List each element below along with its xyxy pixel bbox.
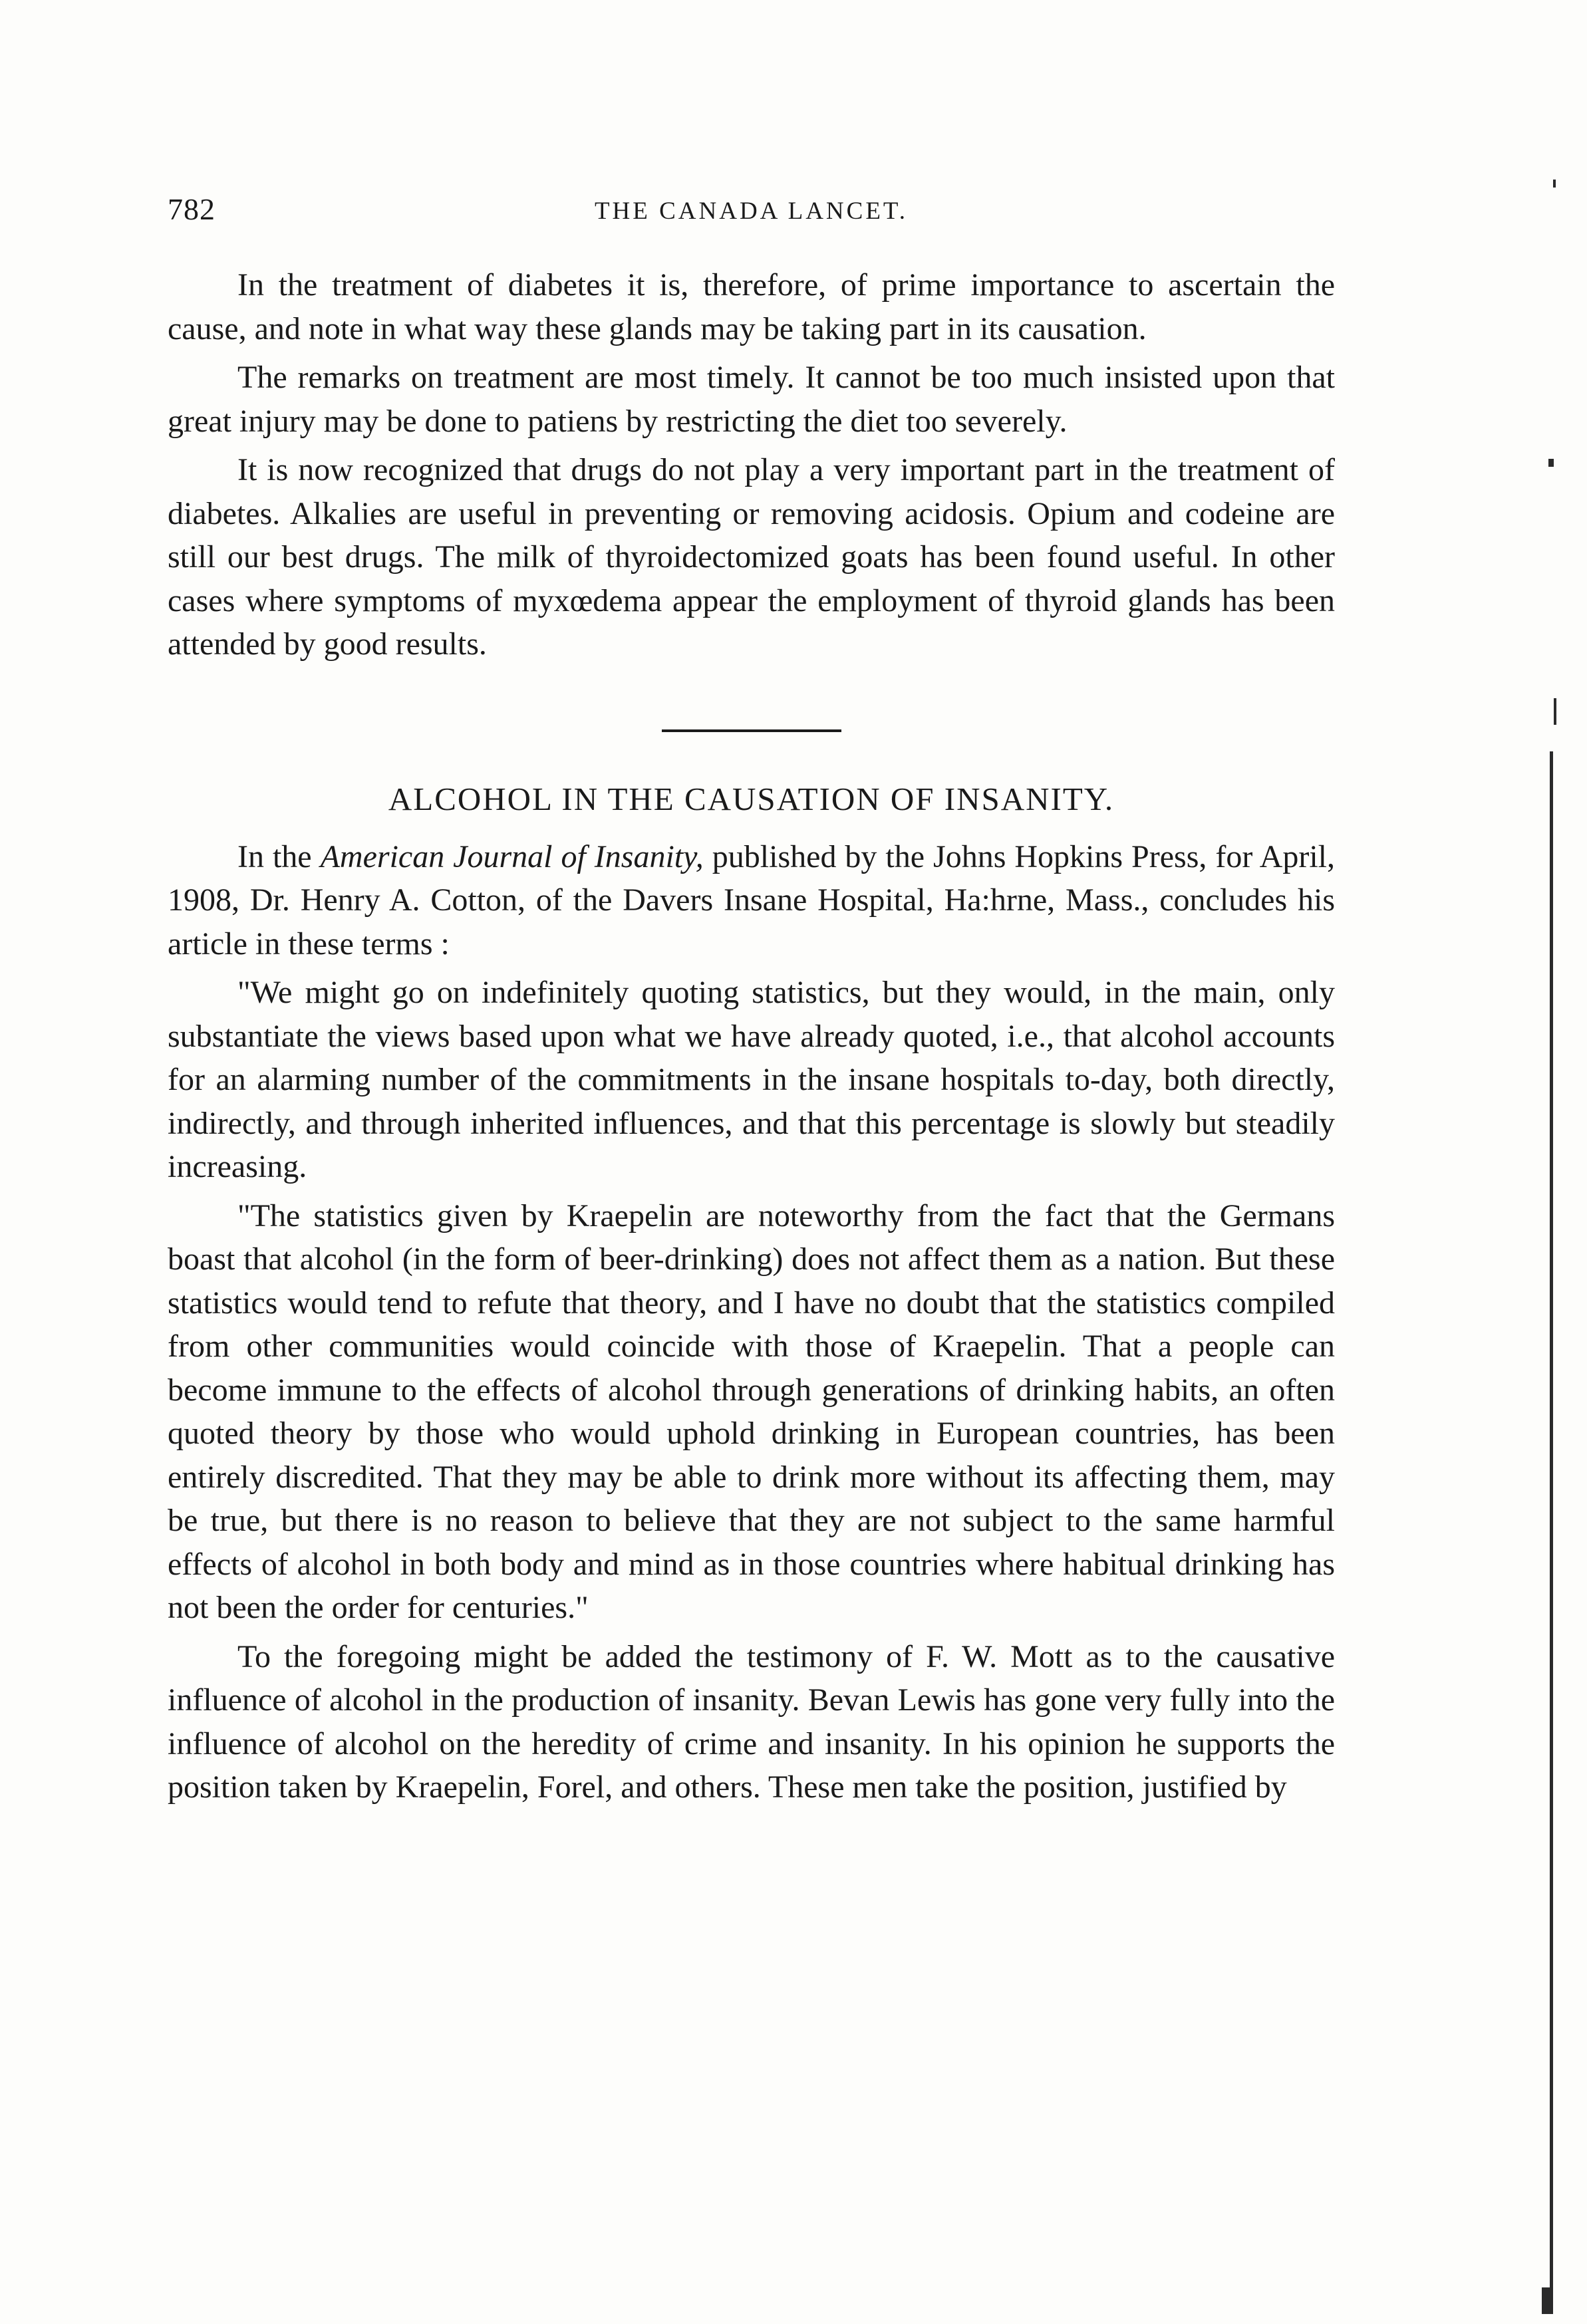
- intro-paragraph: [168, 835, 1335, 966]
- scan-edge-mark: [1548, 459, 1554, 467]
- running-head: [168, 192, 1335, 238]
- page-body: [168, 192, 1335, 1815]
- diabetes-section: [168, 263, 1335, 666]
- section-heading: ALCOHOL IN THE CAUSATION OF INSANITY.: [388, 780, 1115, 817]
- scan-edge-line: [1550, 751, 1553, 2314]
- paragraph: The remarks on treatment are most timely. It cannot be too much insisted upon that great injury may be done to patiens by restricting the diet too severely.: [168, 360, 1335, 439]
- scan-edge-mark: [1553, 180, 1556, 188]
- journal-title: THE CANADA LANCET.: [594, 197, 909, 225]
- journal-name: American Journal of Insanity,: [320, 839, 704, 874]
- intro-text-start: In the: [237, 839, 321, 874]
- paragraph: It is now recognized that drugs do not play a very important part in the treatment of diabetes. Alkalies are useful in preventing or removing acidosis. Opium and codeine are still our best drugs. The milk of thyroidectomized goats has been found useful. In other cases where symptoms of myxœdema appear the employment of thyroid glands has been attended by good results.: [168, 452, 1335, 662]
- paragraph: In the treatment of diabetes it is, therefore, of prime importance to ascertain the cause, and note in what way these glands may be taking part in its causation.: [168, 267, 1335, 346]
- page-number: 782: [168, 192, 216, 226]
- alcohol-section: [168, 780, 1335, 1809]
- scan-edge-mark: [1554, 698, 1556, 725]
- paragraph: "We might go on indefinitely quoting statistics, but they would, in the main, only substantiate the views based upon what we have already quoted, i.e., that alcohol accounts for an alarming number of the commitments in the insane hospitals to-day, both directly, indirectly, and through inherited influences, and that this percentage is slowly but steadily increasing.: [168, 975, 1335, 1184]
- paragraph: "The statistics given by Kraepelin are noteworthy from the fact that the Germans boast that alcohol (in the form of beer-drinking) does not affect them as a nation. But these statistics would tend to refute that theory, and I have no doubt that the statistics compiled from other communities would coincide with those of Kraepelin. That a people can become immune to the effects of alcohol through generations of drinking habits, an often quoted theory by those who would uphold drinking in European countries, has been entirely discredited. That they may be able to drink more without its affecting them, may be true, but there is no reason to believe that they are not subject to the same harmful effects of alcohol in both body and mind as in those countries where habitual drinking has not been the order for centuries.": [168, 1198, 1335, 1625]
- intro-text-end: published by the Johns Hopkins Press, for April, 1908, Dr. Henry A. Cotton, of the Davers Insane Hospital, Ha:hrne, Mass., concludes his article in these terms :: [168, 839, 1335, 962]
- section-divider: [662, 729, 841, 732]
- paragraph: To the foregoing might be added the testimony of F. W. Mott as to the causative influence of alcohol in the production of insanity. Bevan Lewis has gone very fully into the influence of alcohol on the heredity of crime and insanity. In his opinion he supports the position taken by Kraepelin, Forel, and others. These men take the position, justified by: [168, 1638, 1335, 1805]
- scan-edge-mark: [1542, 2287, 1550, 2314]
